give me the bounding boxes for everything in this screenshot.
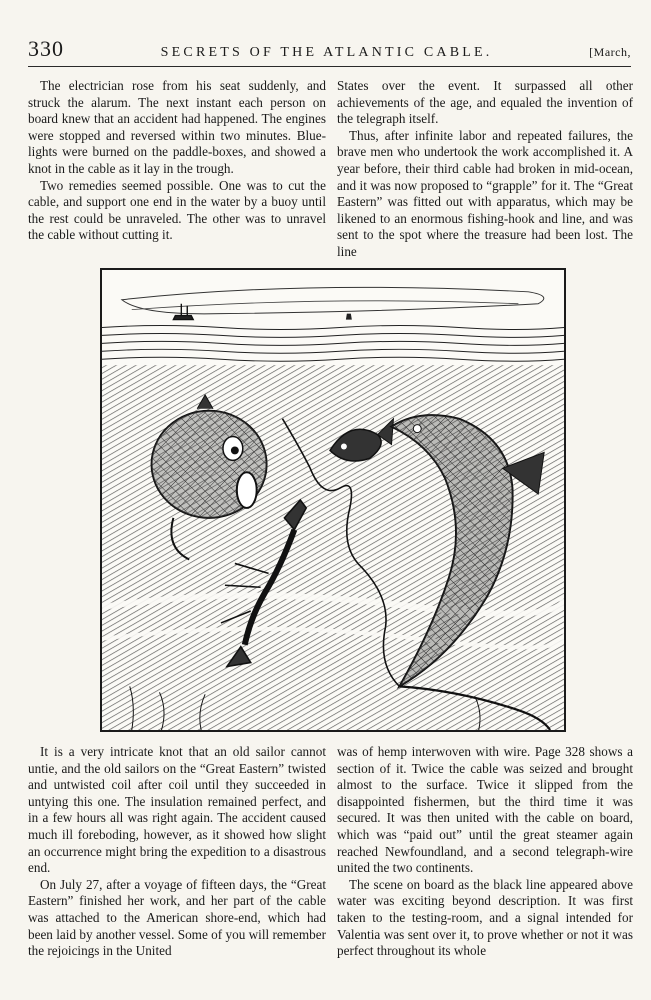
page-number: 330 <box>28 36 64 61</box>
running-title: SECRETS OF THE ATLANTIC CABLE. <box>160 45 493 60</box>
column-bottom-left <box>28 744 326 960</box>
column-top-right <box>337 78 633 261</box>
paragraph: Thus, after infinite labor and repeated failures, the brave men who undertook the work accomplished it. A year before, their third cable had broken in mid-ocean, and it was now proposed to “grapple” for it. The “Great Eastern” was fitted out with apparatus, which may be likened to an enormous fishing-hook and line, and was sent to the spot where the treasure had been lost. The line <box>337 127 633 259</box>
column-bottom-right <box>337 744 633 960</box>
issue-month: [March, <box>589 45 631 59</box>
illustration-drawing <box>102 270 564 730</box>
ship-silhouette <box>346 314 352 320</box>
paragraph: was of hemp interwoven with wire. Page 328 shows a section of it. Twice the cable was seized and brought almost to the surface. Twice it slipped from the disappointed fishermen, but the third time it was secured. It was then united with the cable on board, which was “paid out” until the great steamer again reached Newfoundland, and a second telegraph-wire united the two continents. <box>337 744 633 876</box>
paragraph: It is a very intricate knot that an old sailor cannot untie, and the old sailors on the “Great Eastern” twisted and untwisted coil after coil until they succeeded in untying this one. The insulation remained perfect, and in a few hours all was right again. The accident caused much ill foreboding, however, as it showed how slight an occurrence might bring the expedition to a disastrous end. <box>28 744 326 876</box>
page-header <box>28 36 631 60</box>
paragraph: On July 27, after a voyage of fifteen days, the “Great Eastern” finished her work, and her part of the cable was attached to the American shore-end, which had been laid by another vessel. Some of you will remember the rejoicings in the United <box>28 876 326 959</box>
paragraph: The electrician rose from his seat suddenly, and struck the alarum. The next instant each person on board knew that an accident had happened. The engines were stopped and reversed within two minutes. Blue-lights were burned on the paddle-boxes, and showed a knot in the cable as it lay in the trough. <box>28 78 326 176</box>
paragraph: The scene on board as the black line appeared above water was exciting beyond description. It was first taken to the testing-room, and a signal intended for Valentia was sent over it, to prove whether or not it was perfect throughout its whole <box>337 876 633 959</box>
paragraph: Two remedies seemed possible. One was to cut the cable, and support one end in the water by a buoy until the rest could be unraveled. The other was to unravel the cable without cutting it. <box>28 177 326 243</box>
paragraph: States over the event. It surpassed all other achievements of the age, and equaled the invention of the telegraph itself. <box>337 78 633 127</box>
column-top-left <box>28 78 326 244</box>
header-rule <box>28 66 631 67</box>
underwater-illustration <box>100 268 566 732</box>
